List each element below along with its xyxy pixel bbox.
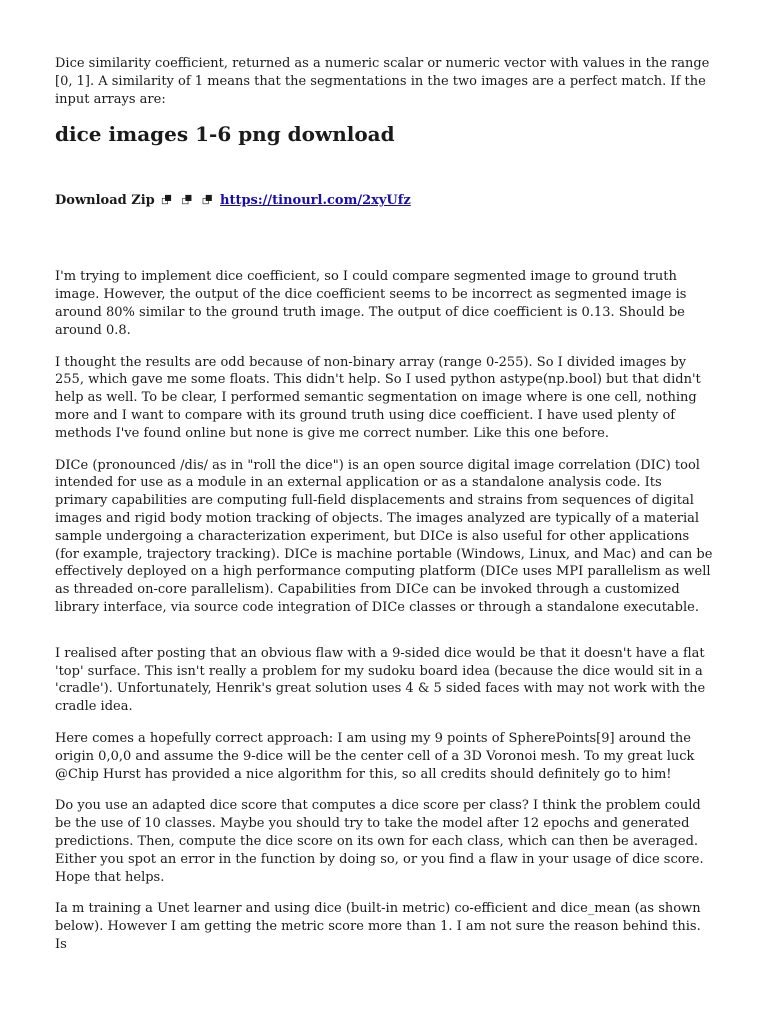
download-link[interactable]: https://tinourl.com/2xyUfz (220, 193, 411, 209)
paragraph-1: I'm trying to implement dice coefficient, so I could compare segmented image to ground truth image. However, the output of the dice coefficient seems to be incorrect as segmented image is around 80% similar to the ground truth image. The output of dice coefficient is 0.13. Should be around 0.8. (55, 269, 687, 338)
document-page (55, 55, 715, 954)
paragraph-7: Ia m training a Unet learner and using dice (built-in metric) co-efficient and dice_mean (as shown below). However I am getting the metric score more than 1. I am not sure the reason behind this. Is (55, 901, 701, 952)
page-title: dice images 1-6 png download (55, 122, 395, 147)
paragraph-2: I thought the results are odd because of non-binary array (range 0-255). So I divided images by 255, which gave me some floats. This didn't help. So I used python astype(np.bool) but that didn't help as well. To be clear, I performed semantic segmentation on image where is one cell, nothing more and I want to compare with its ground truth using dice coefficient. I have used plenty of methods I've found online but none is give me correct number. Like this one before. (55, 354, 701, 441)
paragraph-5: Here comes a hopefully correct approach: I am using my 9 points of SpherePoints[9] around the origin 0,0,0 and assume the 9-dice will be the center cell of a 3D Voronoi mesh. To my great luck @Chip Hurst has provided a nice algorithm for this, so all credits should definitely go to him! (55, 730, 695, 782)
paragraph-4: I realised after posting that an obvious flaw with a 9-sided dice would be that it doesn't have a flat 'top' surface. This isn't really a problem for my sudoku board idea (because the dice would sit in a 'cradle'). Unfortunately, Henrik's great solution uses 4 & 5 sided faces with may not work with the cradle idea. (55, 645, 706, 715)
download-arrows-icon: ⮻ ⮻ ⮻ (161, 193, 214, 209)
intro-paragraph: Dice similarity coefficient, returned as a numeric scalar or numeric vector with values in the range [0, 1]. A similarity of 1 means that the segmentations in the two images are a perfect match. If the input arrays are: (55, 56, 710, 107)
paragraph-3: DICe (pronounced /dis/ as in "roll the dice") is an open source digital image correlation (DIC) tool intended for use as a module in an external application or as a standalone analysis code. Its primary capabilities are computing full-field displacements and strains from sequences of digital images and rigid body motion tracking of objects. The images analyzed are typically of a material sample undergoing a characterization experiment, but DICe is also useful for other applications (for example, trajectory tracking). DICe is machine portable (Windows, Linux, and Mac) and can be effectively deployed on a high performance computing platform (DICe uses MPI parallelism as well as threaded on-core parallelism). Capabilities from DICe can be invoked through a customized library interface, via source code integration of DICe classes or through a standalone executable. (55, 457, 713, 615)
download-line (55, 192, 715, 210)
download-label: Download Zip (55, 193, 155, 209)
paragraph-6: Do you use an adapted dice score that computes a dice score per class? I think the problem could be the use of 10 classes. Maybe you should try to take the model after 12 epochs and generated predictions. Then, compute the dice score on its own for each class, which can then be averaged. Either you spot an error in the function by doing so, or you find a flaw in your usage of dice score. Hope that helps. (55, 798, 704, 885)
